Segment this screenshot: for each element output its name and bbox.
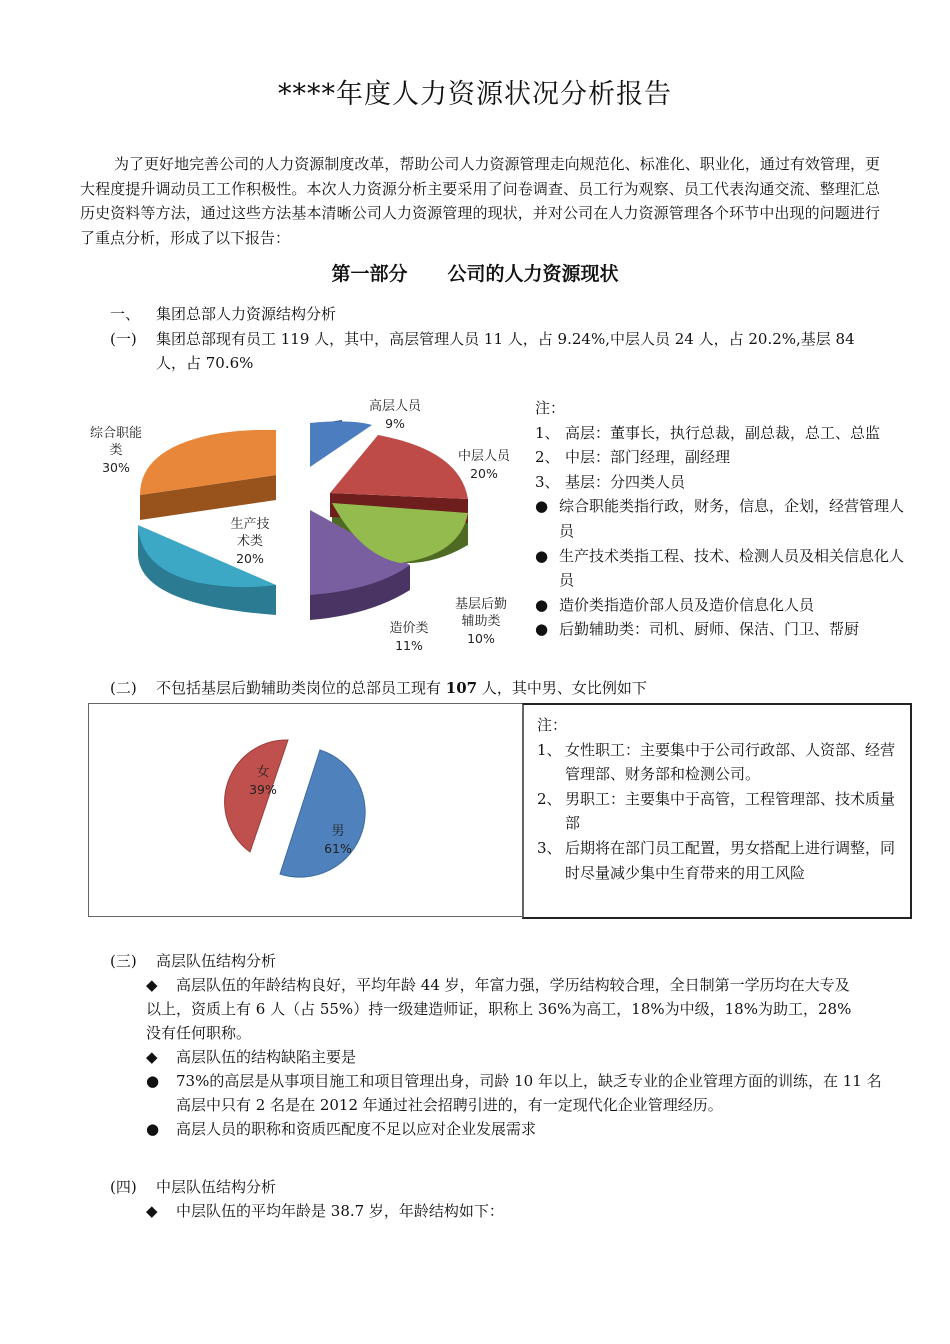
report-title: ****年度人力资源状况分析报告: [278, 79, 672, 110]
note-line: 3、 后期将在部门员工配置，男女搭配上进行调整，同时尽量减少集中生育带来的用工风险: [537, 838, 896, 882]
list-item: ● 73%的高层是从事项目施工和项目管理出身，司龄 10 年以上，缺乏专业的企业管理方面的训练，在 11 名高层中只有 2 名是在 2012 年通过社会招聘引进的，有一定现代化企业管理经历。: [146, 1069, 884, 1117]
note-bullet: ● 造价类指造价部人员及造价信息化人员: [535, 593, 910, 618]
pie1-label-hq: 基层后勤 辅助类 10%: [454, 597, 507, 646]
pie1-label-top: 高层人员 9%: [368, 399, 421, 431]
note-heading: 注：: [537, 716, 568, 734]
bullet-icon: ●: [535, 546, 549, 565]
note-2: [537, 713, 901, 885]
subsection-3: (三) 高层队伍结构分析: [110, 952, 277, 970]
diamond-bullet-icon: ◆: [146, 1202, 158, 1220]
list-item: ◆ 高层队伍的结构缺陷主要是: [146, 1045, 884, 1069]
subsection-number: (一): [110, 330, 137, 348]
note-line: 1、 高层：董事长，执行总裁，副总裁，总工、总监: [535, 423, 881, 442]
part-title: 公司的人力资源现状: [447, 263, 619, 285]
bullet-icon: ●: [535, 595, 549, 614]
list-item: ◆ 中层队伍的平均年龄是 38.7 岁，年龄结构如下：: [146, 1199, 504, 1223]
bullet-icon: ●: [535, 620, 549, 639]
senior-analysis-list: [146, 973, 884, 1141]
note-line: 3、 基层：分四类人员: [535, 472, 686, 491]
pie2-label-female: 女 39%: [249, 765, 277, 797]
note-bullet: ● 生产技术类指工程、技术、检测人员及相关信息化人员: [535, 544, 910, 593]
dot-bullet-icon: ●: [146, 1120, 160, 1138]
diamond-bullet-icon: ◆: [146, 976, 158, 994]
section-number: 一、: [110, 305, 141, 323]
part-heading: [0, 259, 950, 286]
section-title: 集团总部人力资源结构分析: [156, 305, 337, 323]
intro-paragraph: 为了更好地完善公司的人力资源制度改革，帮助公司人力资源管理走向规范化、标准化、职业化，通过有效管理，更大程度提升调动员工工作积极性。本次人力资源分析主要采用了问卷调查、员工行为观察、员工代表沟通交流、整理汇总历史资料等方法，通过这些方法基本清晰公司人力资源管理的现状，并对公司在人力资源管理各个环节中出现的问题进行了重点分析，形成了以下报告：: [80, 155, 880, 247]
note-bullet: ● 后勤辅助类：司机、厨师、保洁、门卫、帮厨: [535, 617, 910, 642]
note-line: 2、 中层：部门经理，副经理: [535, 448, 731, 467]
pie-slice-male: [280, 750, 365, 877]
note-heading: 注：: [535, 399, 566, 417]
note-line: 1、 女性职工：主要集中于公司行政部、人资部、经营管理部、财务部和检测公司。: [537, 740, 896, 784]
subsection-4: (四) 中层队伍结构分析: [110, 1178, 277, 1196]
staff-count: 107: [445, 679, 478, 697]
pie1-label-cost: 造价类 11%: [389, 621, 429, 653]
list-item: ● 高层人员的职称和资质匹配度不足以应对企业发展需求: [146, 1117, 884, 1141]
pie1-label-tech: 生产技 术类 20%: [230, 517, 270, 566]
bullet-icon: ●: [535, 497, 549, 516]
part-label: 第一部分: [331, 263, 408, 285]
section-heading: [110, 302, 336, 326]
gender-pie-chart: [200, 730, 400, 890]
subsection-1: [110, 327, 880, 375]
subsection-text: 集团总部现有员工 119 人，其中，高层管理人员 11 人，占 9.24%,中层人员 24 人，占 20.2%,基层 84 人，占 70.6%: [156, 330, 855, 372]
pie2-label-male: 男 61%: [324, 824, 352, 856]
note-line: 2、 男职工：主要集中于高管，工程管理部、技术质量部: [537, 789, 896, 833]
pie1-label-mid: 中层人员 20%: [457, 449, 510, 481]
subsection-2: (二) 不包括基层后勤辅助类岗位的总部员工现有 107 人，其中男、女比例如下: [110, 679, 647, 697]
note-bullet: ● 综合职能类指行政，财务，信息，企划，经营管理人员: [535, 494, 910, 543]
note-1: [535, 396, 910, 642]
diamond-bullet-icon: ◆: [146, 1048, 158, 1066]
list-item: ◆ 高层队伍的年龄结构良好，平均年龄 44 岁，年富力强，学历结构较合理，全日制第一学历均在大专及以上，资质上有 6 人（占 55%）持一级建造师证，职称上 36%为高工，18%为中级，18%为助工，28%没有任何职称。: [146, 973, 884, 1045]
pie1-label-general: 综合职能 类 30%: [89, 426, 142, 475]
dot-bullet-icon: ●: [146, 1072, 160, 1090]
